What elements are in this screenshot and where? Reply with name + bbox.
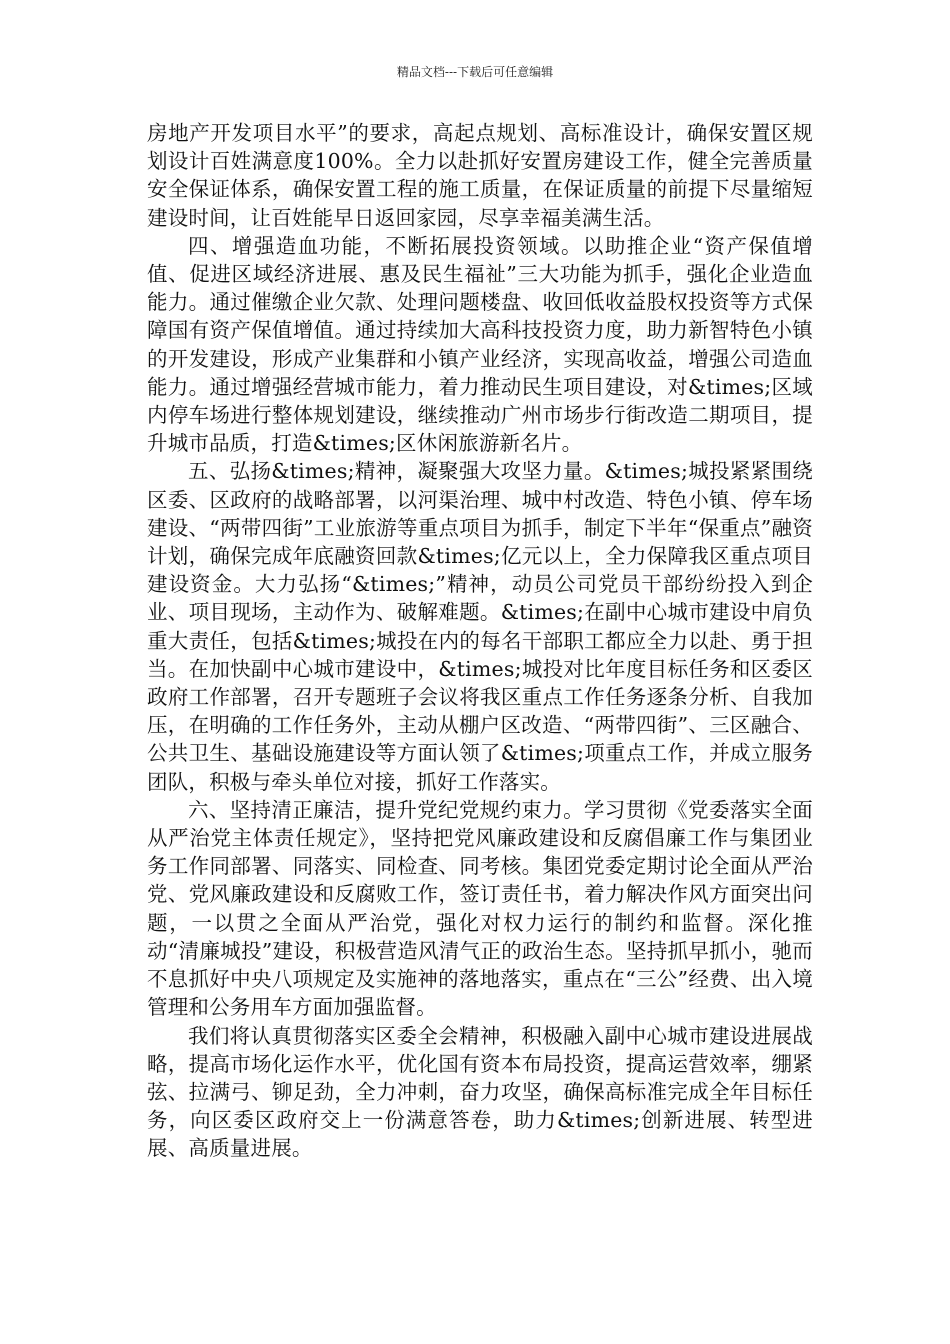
paragraph-conclusion: 我们将认真贯彻落实区委全会精神，积极融入副中心城市建设进展战略，提高市场化运作水平，优化国有资本布局投资，提高运营效率，绷紧弦、拉满弓、铆足劲，全力冲刺，奋力攻坚，确保高标准完成全年目标任务，向区委区政府交上一份满意答卷，助力&times;创新进展、转型进展、高质量进展。	[147, 1023, 813, 1161]
paragraph-section-six: 六、坚持清正廉洁，提升党纪党规约束力。学习贯彻《党委落实全面从严治党主体责任规定》，坚持把党风廉政建设和反腐倡廉工作与集团业务工作同部署、同落实、同检查、同考核。集团党委定期讨论全面从严治党、党风廉政建设和反腐败工作，签订责任书，着力解决作风方面突出问题，一以贯之全面从严治党，强化对权力运行的制约和监督。深化推动“清廉城投”建设，积极营造风清气正的政治生态。坚持抓早抓小，驰而不息抓好中央八项规定及实施神的落地落实，重点在“三公”经费、出入境管理和公务用车方面加强监督。	[147, 797, 813, 1020]
page-header: 精品文档---下载后可任意编辑	[396, 65, 554, 79]
paragraph-section-five: 五、弘扬&times;精神，凝聚强大攻坚力量。&times;城投紧紧围绕区委、区政府的战略部署，以河渠治理、城中村改造、特色小镇、停车场建设、“两带四街”工业旅游等重点项目为抓手，制定下半年“保重点”融资计划，确保完成年底融资回款&times;亿元以上，全力保障我区重点项目建设资金。大力弘扬“&times;”精神，动员公司党员干部纷纷投入到企业、项目现场，主动作为、破解难题。&times;在副中心城市建设中肩负重大责任，包括&times;城投在内的每名干部职工都应全力以赴、勇于担当。在加快副中心城市建设中，&times;城投对比年度目标任务和区委区政府工作部署，召开专题班子会议将我区重点工作任务逐条分析、自我加压，在明确的工作任务外，主动从棚户区改造、“两带四街”、三区融合、公共卫生、基础设施建设等方面认领了&times;项重点工作，并成立服务团队，积极与牵头单位对接，抓好工作落实。	[147, 459, 813, 794]
paragraph-section-four: 四、增强造血功能，不断拓展投资领域。以助推企业“资产保值增值、促进区域经济进展、惠及民生福祉”三大功能为抓手，强化企业造血能力。通过催缴企业欠款、处理问题楼盘、收回低收益股权投资等方式保障国有资产保值增值。通过持续加大高科技投资力度，助力新智特色小镇的开发建设，形成产业集群和小镇产业经济，实现高收益，增强公司造血能力。通过增强经营城市能力，着力推动民生项目建设，对&times;区域内停车场进行整体规划建设，继续推动广州市场步行街改造二期项目，提升城市品质，打造&times;区休闲旅游新名片。	[147, 233, 813, 456]
document-body	[147, 119, 813, 1163]
paragraph-continuation: 房地产开发项目水平”的要求，高起点规划、高标准设计，确保安置区规划设计百姓满意度100%。全力以赴抓好安置房建设工作，健全完善质量安全保证体系，确保安置工程的施工质量，在保证质量的前提下尽量缩短建设时间，让百姓能早日返回家园，尽享幸福美满生活。	[147, 121, 813, 230]
